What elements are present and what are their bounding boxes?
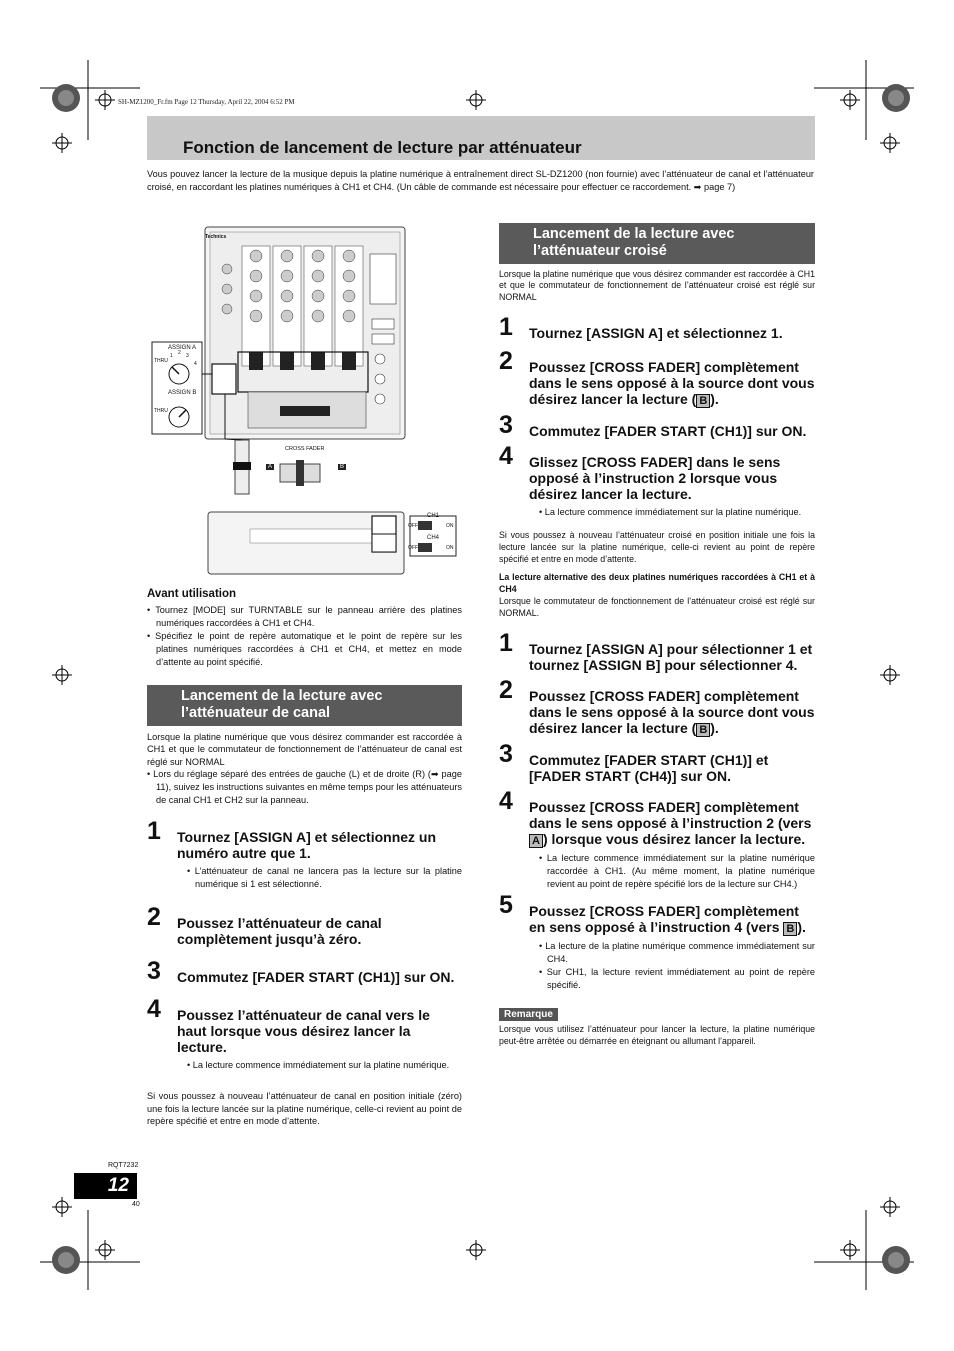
step-a3: 3 Commutez [FADER START (CH1)] sur ON. [499,411,807,440]
knob-num-2: 2 [178,350,181,356]
doc-code: RQT7232 [108,1162,139,1169]
box-b-icon: B [696,394,710,408]
step-a2: 2 Poussez [CROSS FADER] complètement dans le sens opposé à la source dont vous désirez lancer la lecture ( B ). [499,347,815,408]
closing-paragraph: Si vous poussez à nouveau l’atténuateur de canal en position initiale (zéro) une fois la lecture lancée sur la platine numérique, celle-ci revient au point de repère spécifié et entre en mode d’attente. [147,1091,462,1127]
alt-title: La lecture alternative des deux platines numériques raccordées à CH1 et à CH4 [499,572,815,595]
page-number: 12 [107,1175,129,1196]
assign-b-label: ASSIGN B [168,390,197,396]
ch4-label: CH4 [427,535,440,541]
off-label: OFF [408,523,418,529]
para-a: Si vous poussez à nouveau l’atténuateur croisé en position initiale une fois la lecture lancée sur la platine numérique, celle-ci revient au point de repère spécifié et entre en mode d’attente. [499,530,815,565]
step-b4: 4 Poussez [CROSS FADER] complètement dans le sens opposé à l’instruction 2 (vers A ) lorsque vous désirez lancer la lecture. • La lecture commence immédiatement sur la platine numérique raccordée à CH1. (Au même moment, la platine numérique revient au point de repère spécifié lors de la lecture sur CH4.) [499,787,815,890]
on-label: ON [446,545,454,551]
step-2: 2 Poussez l’atténuateur de canal complètement jusqu’à zéro. [147,903,382,948]
step-3: 3 Commutez [FADER START (CH1)] sur ON. [147,957,455,986]
section-body: Lorsque la platine numérique que vous désirez commander est raccordée à CH1 et que le commutateur de fonctionnement de l’atténuateur croisé est réglé sur NORMAL [499,269,815,302]
step-a4: 4 Glissez [CROSS FADER] dans le sens opposé à l’instruction 2 lorsque vous désirez lancer la lecture. • La lecture commence immédiatement sur la platine numérique. [499,442,802,518]
thru-label: THRU [154,358,168,364]
knob-num-1: 1 [170,353,173,359]
file-header: SH-MZ1200_Fr.fm Page 12 Thursday, April 22, 2004 6:52 PM [118,98,295,106]
box-a-icon: A [529,834,543,848]
alt-body: Lorsque le commutateur de fonctionnement de l’atténuateur croisé est réglé sur NORMAL. [499,596,815,619]
intro-paragraph: Vous pouvez lancer la lecture de la musique depuis la platine numérique à entraînement direct SL-DZ1200 (non fournie) avec l’atténuateur de canal et l’atténuateur croisé, en raccordant les platines numériques à CH1 et CH4. (Un câble de commande est nécessaire pour effectuer ce raccordement. ➡ page 7) [147,169,814,192]
section-bullet: • Lors du réglage séparé des entrées de gauche (L) et de droite (R) (➡ page 11), suivez les instructions suivantes en même temps pour les atténuateurs de canal CH1 et CH2 sur la panneau. [147,769,462,806]
off-label: OFF [408,545,418,551]
right-column [499,223,815,1047]
step-b2: 2 Poussez [CROSS FADER] complètement dans le sens opposé à la source dont vous désirez lancer la lecture ( B ). [499,676,815,737]
step-4: 4 Poussez l’atténuateur de canal vers le haut lorsque vous désirez lancer la lecture. • La lecture commence immédiatement sur la platine numérique. [147,995,450,1071]
step-1: 1 Tournez [ASSIGN A] et sélectionnez un numéro autre que 1. • L’atténuateur de canal ne lancera pas la lecture sur la platine numérique si 1 est sélectionné. [147,817,462,890]
step-a1: 1 Tournez [ASSIGN A] et sélectionnez 1. [499,313,783,342]
mixer-figure [150,224,460,584]
step-b3: 3 Commutez [FADER START (CH1)] et [FADER START (CH4)] sur ON. [499,740,769,785]
remark-label: Remarque [499,1008,558,1021]
box-b-icon: B [696,723,710,737]
step-b5: 5 Poussez [CROSS FADER] complètement en sens opposé à l’instruction 4 (vers B ). • La lecture de la platine numérique commence immédiatement sur CH4. • Sur CH1, la lecture revient immédiatement au point de repère spécifié. [499,891,815,991]
knob-num-4: 4 [194,361,197,367]
label-a: A [268,464,273,470]
box-b-icon: B [783,922,797,936]
page-number-box [74,1173,137,1199]
section-header-canal: Lancement de la lecture avec l’atténuateur de canal [147,685,462,726]
knob-num-3: 3 [186,353,189,359]
avant-title: Avant utilisation [147,588,237,600]
brand-logo: Technics [205,234,227,240]
section-header-croise: Lancement de la lecture avec l’atténuateur croisé [499,223,815,264]
avant-bullet: • Spécifiez le point de repère automatique et le point de repère sur les platines numériques raccordées à CH1 et CH4, et mettez en mode d’attente au point spécifié. [147,631,462,667]
left-column [147,588,462,1127]
mixer-diagram [150,224,460,584]
assign-a-label: ASSIGN A [168,345,197,351]
small-page-number: 40 [132,1201,140,1208]
remark-body: Lorsque vous utilisez l’atténuateur pour lancer la lecture, la platine numérique peut-être arrêtée ou démarrée en éteignant ou allumant l’appareil. [499,1024,815,1046]
thru-label: THRU [154,408,168,414]
title-banner [147,116,815,160]
label-b: B [340,464,345,470]
avant-bullet: • Tournez [MODE] sur TURNTABLE sur le panneau arrière des platines numériques raccordées à CH1 et CH4. [147,605,462,628]
on-label: ON [446,523,454,529]
page-title: Fonction de lancement de lecture par atténuateur [183,138,582,157]
cross-fader-label: CROSS FADER [285,446,325,452]
remark-block [499,1004,815,1047]
step-b1: 1 Tournez [ASSIGN A] pour sélectionner 1 et tournez [ASSIGN B] pour sélectionner 4. [499,629,813,674]
ch1-label: CH1 [427,513,440,519]
section-body: Lorsque la platine numérique que vous désirez commander est raccordée à CH1 et que le commutateur de fonctionnement de l’atténuateur de canal est réglé sur NORMAL [147,732,462,767]
